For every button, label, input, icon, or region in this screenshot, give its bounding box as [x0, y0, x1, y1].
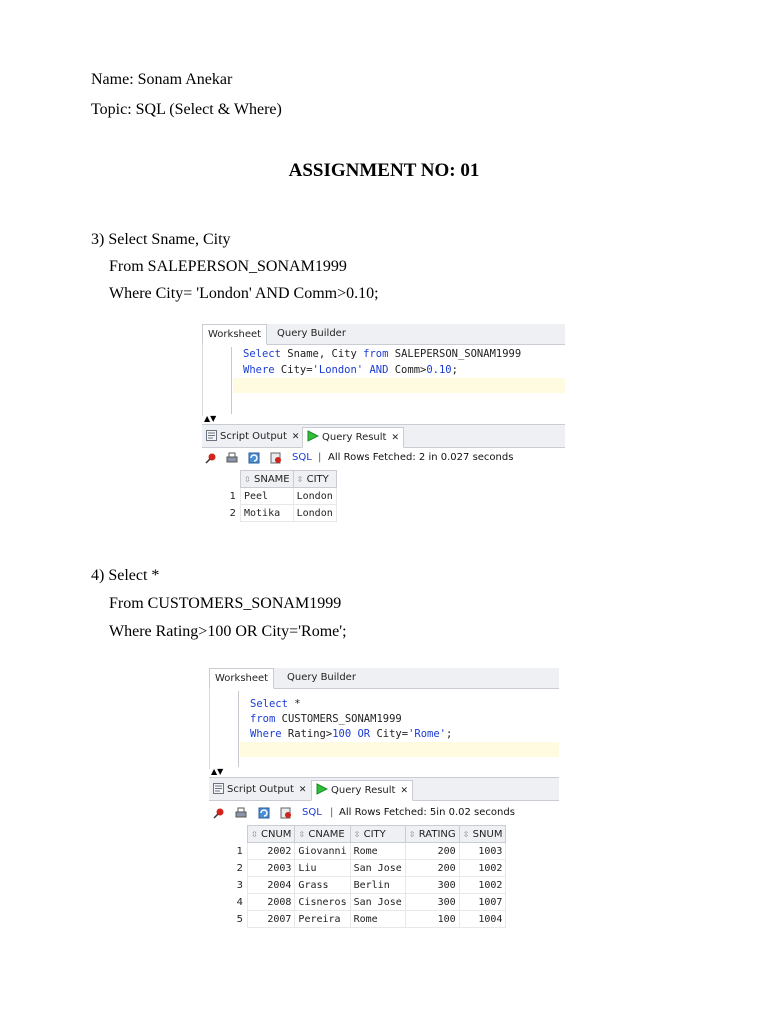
cell-cnum[interactable]: 2003	[248, 860, 295, 877]
q4-line-2: From CUSTOMERS_SONAM1999	[109, 595, 342, 612]
sql-link[interactable]: SQL	[292, 452, 312, 463]
code-token: 100	[332, 728, 352, 740]
row-number: 2	[202, 505, 241, 522]
sql-editor[interactable]	[209, 689, 559, 769]
column-header-cname[interactable]	[295, 826, 350, 843]
fetch-status: All Rows Fetched: 5in 0.02 seconds	[339, 807, 515, 818]
refresh-icon[interactable]	[248, 452, 260, 464]
code-token: ;	[446, 728, 453, 740]
result-grid	[202, 470, 337, 522]
code-line	[250, 711, 402, 727]
table-row[interactable]	[202, 488, 336, 505]
cell-sname[interactable]: Peel	[241, 488, 294, 505]
tab-query-result-label: Query Result	[331, 785, 396, 796]
tab-query-result-label: Query Result	[322, 432, 387, 443]
code-token: Select	[250, 698, 288, 710]
code-token: 'Rome'	[408, 728, 446, 740]
code-token: Where	[250, 728, 282, 740]
cell-city[interactable]: San Jose	[350, 860, 405, 877]
sort-icon[interactable]: ⇳	[296, 474, 304, 484]
code-line	[243, 362, 458, 378]
tab-script-output-label: Script Output	[220, 431, 287, 442]
close-icon[interactable]: ✕	[391, 433, 400, 443]
cell-snum[interactable]: 1004	[459, 911, 506, 928]
editor-gutter	[231, 347, 232, 414]
cell-snum[interactable]: 1003	[459, 843, 506, 860]
cell-snum[interactable]: 1007	[459, 894, 506, 911]
row-number: 4	[209, 894, 248, 911]
tab-query-builder[interactable]: Query Builder	[277, 328, 346, 339]
sort-icon[interactable]: ⇳	[353, 829, 361, 839]
splitter[interactable]	[209, 769, 559, 778]
cell-cname[interactable]: Pereira	[295, 911, 350, 928]
q3-line-2: From SALEPERSON_SONAM1999	[109, 258, 347, 275]
q4-line-3: Where Rating>100 OR City='Rome';	[109, 623, 347, 640]
result-tabs	[209, 778, 559, 801]
cell-cnum[interactable]: 2004	[248, 877, 295, 894]
print-icon[interactable]	[226, 452, 238, 464]
row-number-header	[209, 826, 248, 843]
cell-rating[interactable]: 300	[405, 894, 459, 911]
row-number: 1	[202, 488, 241, 505]
sql-panel-q3	[202, 324, 565, 529]
q4-line-1: 4) Select *	[91, 567, 160, 584]
sort-icon[interactable]: ⇳	[408, 829, 416, 839]
column-header-sname[interactable]	[241, 471, 294, 488]
sort-icon[interactable]: ⇳	[251, 829, 258, 839]
code-token: Rating>	[281, 728, 333, 740]
code-line	[250, 726, 452, 742]
column-header-label: SNUM	[472, 828, 503, 840]
table-row[interactable]	[209, 894, 506, 911]
code-token: 'London'	[312, 364, 364, 376]
code-line	[250, 696, 301, 712]
cell-cname[interactable]: Giovanni	[295, 843, 350, 860]
tab-script-output-label: Script Output	[227, 784, 294, 795]
query-result-play-icon	[316, 783, 328, 795]
topic: Topic: SQL (Select & Where)	[91, 101, 282, 118]
cell-cnum[interactable]: 2002	[248, 843, 295, 860]
code-token: OR	[351, 728, 377, 740]
column-header-label: CNAME	[308, 828, 345, 840]
result-tabs	[202, 425, 565, 448]
script-output-icon	[206, 430, 217, 441]
sort-icon[interactable]: ⇳	[462, 829, 470, 839]
code-token: Comm>	[394, 364, 427, 376]
q3-line-1: 3) Select Sname, City	[91, 231, 231, 248]
column-header-rating[interactable]	[405, 826, 459, 843]
sort-icon[interactable]: ⇳	[244, 474, 251, 484]
column-header-label: RATING	[418, 828, 456, 840]
cell-rating[interactable]: 200	[405, 860, 459, 877]
toolbar-separator: |	[330, 807, 334, 818]
table-row[interactable]	[209, 843, 506, 860]
code-token: Sname, City	[280, 348, 364, 360]
column-header-cnum[interactable]	[248, 826, 295, 843]
cell-city[interactable]: London	[293, 505, 336, 522]
cell-city[interactable]: Rome	[350, 911, 405, 928]
toolbar-separator: |	[318, 452, 322, 463]
tab-worksheet[interactable]: Worksheet	[202, 324, 267, 345]
student-name: Name: Sonam Anekar	[91, 71, 233, 88]
row-number: 1	[209, 843, 248, 860]
column-header-snum[interactable]	[459, 826, 506, 843]
code-token: Select	[243, 348, 281, 360]
cell-city[interactable]: Berlin	[350, 877, 405, 894]
table-row[interactable]	[209, 860, 506, 877]
cell-snum[interactable]: 1002	[459, 860, 506, 877]
code-token: City=	[274, 364, 313, 376]
column-header-city[interactable]	[293, 471, 336, 488]
clear-icon[interactable]	[270, 452, 282, 464]
sql-link[interactable]: SQL	[302, 807, 322, 818]
script-output-icon	[213, 783, 224, 794]
cell-city[interactable]: San Jose	[350, 894, 405, 911]
cell-city[interactable]: Rome	[350, 843, 405, 860]
tab-worksheet[interactable]: Worksheet	[209, 668, 274, 689]
sort-icon[interactable]: ⇳	[298, 829, 306, 839]
tab-script-output[interactable]	[209, 780, 310, 799]
result-toolbar	[209, 803, 559, 823]
result-toolbar	[202, 448, 565, 468]
sql-panel-q4	[209, 668, 559, 954]
editor-gutter	[238, 691, 239, 767]
sql-editor[interactable]	[202, 345, 565, 416]
column-header-label: CNUM	[261, 828, 292, 840]
editor-tabs	[202, 324, 565, 345]
column-header-label: CITY	[363, 828, 386, 840]
clear-icon[interactable]	[280, 807, 292, 819]
cell-cname[interactable]: Cisneros	[295, 894, 350, 911]
tab-query-result[interactable]	[302, 427, 404, 448]
table-row[interactable]	[202, 505, 336, 522]
code-token: AND	[363, 364, 395, 376]
code-token: from	[363, 348, 389, 360]
print-icon[interactable]	[235, 807, 247, 819]
table-row[interactable]	[209, 877, 506, 894]
column-header-city[interactable]	[350, 826, 405, 843]
cell-snum[interactable]: 1002	[459, 877, 506, 894]
cell-city[interactable]: London	[293, 488, 336, 505]
q3-line-3: Where City= 'London' AND Comm>0.10;	[109, 285, 379, 302]
tab-query-result[interactable]	[311, 780, 413, 801]
splitter[interactable]	[202, 416, 565, 425]
current-line-highlight	[240, 742, 559, 757]
current-line-highlight	[233, 378, 565, 393]
tab-query-builder[interactable]: Query Builder	[287, 672, 356, 683]
splitter-arrows-icon[interactable]: ▲▼	[211, 767, 224, 776]
row-number: 2	[209, 860, 248, 877]
query-result-play-icon	[307, 430, 319, 442]
assignment-title: ASSIGNMENT NO: 01	[288, 160, 480, 181]
code-token: City=	[376, 728, 409, 740]
refresh-icon[interactable]	[258, 807, 270, 819]
code-token: from	[250, 713, 276, 725]
pin-icon[interactable]	[205, 452, 217, 464]
cell-cnum[interactable]: 2007	[248, 911, 295, 928]
cell-sname[interactable]: Motika	[241, 505, 294, 522]
code-token: Where	[243, 364, 275, 376]
close-icon[interactable]: ✕	[291, 432, 300, 442]
close-icon[interactable]: ✕	[400, 786, 409, 796]
code-token: ;	[451, 364, 458, 376]
pin-icon[interactable]	[213, 807, 225, 819]
column-header-label: SNAME	[254, 473, 290, 485]
code-token: CUSTOMERS_SONAM1999	[275, 713, 402, 725]
splitter-arrows-icon[interactable]: ▲▼	[204, 414, 217, 423]
row-number: 5	[209, 911, 248, 928]
editor-tabs	[209, 668, 559, 689]
fetch-status: All Rows Fetched: 2 in 0.027 seconds	[328, 452, 514, 463]
cell-cname[interactable]: Liu	[295, 860, 350, 877]
tab-script-output[interactable]	[202, 427, 303, 446]
close-icon[interactable]: ✕	[298, 785, 307, 795]
row-number-header	[202, 471, 241, 488]
cell-rating[interactable]: 300	[405, 877, 459, 894]
code-token: SALEPERSON_SONAM1999	[388, 348, 522, 360]
row-number: 3	[209, 877, 248, 894]
code-line	[243, 346, 521, 362]
cell-rating[interactable]: 100	[405, 911, 459, 928]
code-token: *	[287, 698, 301, 710]
column-header-label: CITY	[306, 473, 329, 485]
cell-cname[interactable]: Grass	[295, 877, 350, 894]
table-row[interactable]	[209, 911, 506, 928]
result-grid	[209, 825, 506, 928]
cell-rating[interactable]: 200	[405, 843, 459, 860]
code-token: 0.10	[426, 364, 452, 376]
cell-cnum[interactable]: 2008	[248, 894, 295, 911]
